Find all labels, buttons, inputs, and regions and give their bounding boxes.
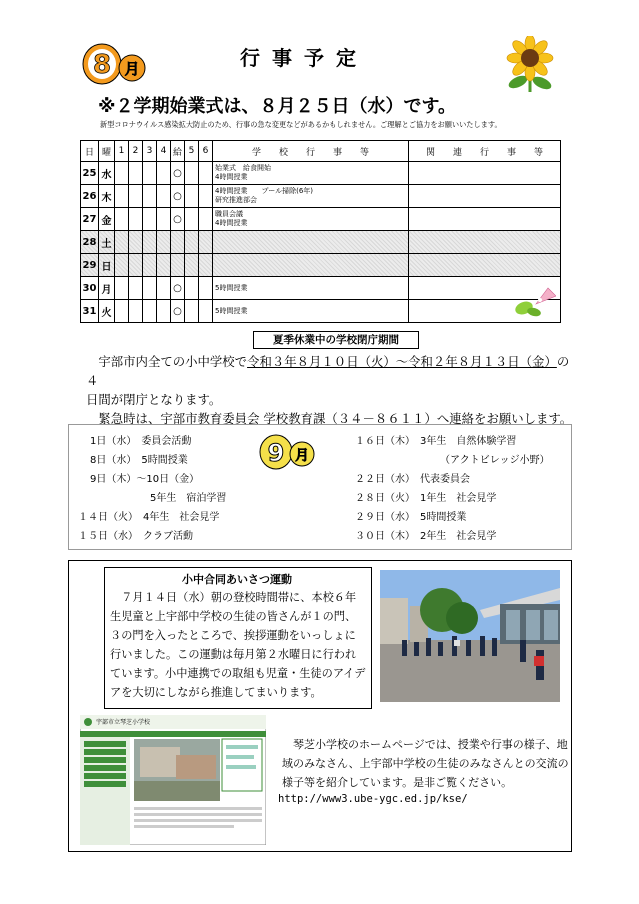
schedule-lunch: ○ (171, 277, 185, 300)
schedule-period (199, 300, 213, 323)
schedule-period (199, 185, 213, 208)
morning-glory-icon (512, 284, 556, 318)
schedule-school-events (213, 231, 409, 254)
schedule-related-events (409, 231, 561, 254)
schedule-period (157, 277, 171, 300)
schedule-school-events (213, 185, 409, 208)
september-event: 8日（水） 5時間授業 (90, 455, 188, 466)
schedule-related-events (409, 208, 561, 231)
school-website-screenshot (80, 715, 266, 845)
september-event: ２８日（火） 1年生 社会見学 (355, 493, 497, 504)
schedule-school-events (213, 300, 409, 323)
schedule-period (157, 185, 171, 208)
september-event: ３０日（木） 2年生 社会見学 (355, 531, 497, 542)
schedule-row (81, 300, 561, 323)
schedule-school-events (213, 277, 409, 300)
schedule-table (80, 140, 560, 324)
schedule-event: 研究推進部会 (215, 196, 257, 204)
schedule-period (185, 254, 199, 277)
schedule-event: 5時間授業 (215, 283, 248, 292)
september-event: ２９日（水） 5時間授業 (355, 512, 467, 523)
schedule-row (81, 231, 561, 254)
schedule-weekday: 火 (99, 300, 115, 323)
schedule-period (115, 277, 129, 300)
schedule-column-header: 学 校 行 事 等 (213, 141, 409, 162)
schedule-column-header: 4 (157, 141, 171, 162)
page-title: 行事予定 (240, 46, 368, 70)
schedule-lunch (171, 254, 185, 277)
schedule-period (115, 300, 129, 323)
svg-text:月: 月 (295, 448, 309, 464)
schedule-lunch: ○ (171, 300, 185, 323)
schedule-column-header: 3 (143, 141, 157, 162)
schedule-column-header: 関 連 行 事 等 (409, 141, 561, 162)
covid-note: 新型コロナウイルス感染拡大防止のため、行事の急な変更などがあるかもしれません。ご理解とご協力をお願いいたします。 (100, 120, 502, 129)
schedule-period (199, 162, 213, 185)
schedule-period (185, 185, 199, 208)
schedule-related-events (409, 185, 561, 208)
schedule-period (129, 185, 143, 208)
closure-body: 宇部市内全ての小中学校で令和３年８月１０日（火）～令和２年８月１３日（金）の４ 日間が閉庁となります。 緊急時は、宇部市教育委員会 学校教育課（３４－８６１１）へ連絡をお願いします。 (86, 354, 573, 426)
schedule-column-header: 5 (185, 141, 199, 162)
schedule-column-header: 日 (81, 141, 99, 162)
schedule-period (199, 208, 213, 231)
schedule-period (115, 208, 129, 231)
schedule-period (129, 300, 143, 323)
svg-text:月: 月 (124, 60, 140, 78)
schedule-event: 4時間授業 (215, 173, 248, 181)
schedule-related-events (409, 254, 561, 277)
schedule-weekday: 土 (99, 231, 115, 254)
schedule-day: 28 (81, 231, 99, 254)
schedule-period (199, 254, 213, 277)
svg-text:8: 8 (92, 50, 112, 80)
schedule-lunch: ○ (171, 185, 185, 208)
september-event: （アクトビレッジ小野） (440, 455, 550, 466)
schedule-lunch: ○ (171, 162, 185, 185)
schedule-lunch (171, 231, 185, 254)
schedule-period (185, 300, 199, 323)
schedule-event: 4時間授業 (215, 219, 248, 227)
schedule-weekday: 木 (99, 185, 115, 208)
term-start-notice: ※２学期始業式は、８月２５日（水）です。 (98, 96, 457, 117)
schedule-period (129, 208, 143, 231)
schedule-weekday: 日 (99, 254, 115, 277)
schedule-day: 29 (81, 254, 99, 277)
schedule-period (143, 254, 157, 277)
homepage-url[interactable]: http://www3.ube-ygc.ed.jp/kse/ (278, 793, 468, 805)
schedule-row (81, 254, 561, 277)
schedule-related-events (409, 162, 561, 185)
schedule-period (143, 162, 157, 185)
schedule-period (143, 300, 157, 323)
schedule-column-header: 給 (171, 141, 185, 162)
schedule-school-events (213, 162, 409, 185)
schedule-period (157, 162, 171, 185)
schedule-period (185, 162, 199, 185)
website-site-name: 宇部市立琴芝小学校 (96, 719, 151, 726)
schedule-period (157, 208, 171, 231)
schedule-day: 26 (81, 185, 99, 208)
homepage-text: 琴芝小学校のホームページでは、授業や行事の様子、地域のみなさん、上宇部中学校の生徒のみなさんとの交流の様子等を紹介しています。是非ご覧ください。 (282, 738, 569, 789)
august-badge (80, 38, 150, 90)
schedule-period (115, 254, 129, 277)
schedule-period (199, 277, 213, 300)
schedule-row (81, 277, 561, 300)
schedule-day: 31 (81, 300, 99, 323)
schedule-school-events (213, 208, 409, 231)
closure-title: 夏季休業中の学校閉庁期間 (253, 331, 419, 349)
schedule-lunch: ○ (171, 208, 185, 231)
schedule-column-header: 2 (129, 141, 143, 162)
schedule-event: 職員会議 (215, 210, 243, 218)
september-event: 1日（水） 委員会活動 (90, 436, 192, 447)
schedule-row (81, 208, 561, 231)
september-event: １６日（木） 3年生 自然体験学習 (355, 436, 517, 447)
schedule-event: 5時間授業 (215, 306, 248, 315)
schedule-column-header: 曜 (99, 141, 115, 162)
greeting-title: 小中合同あいさつ運動 (182, 573, 292, 586)
svg-text:9: 9 (267, 439, 285, 467)
schedule-period (157, 300, 171, 323)
schedule-row (81, 185, 561, 208)
schedule-period (157, 254, 171, 277)
schedule-period (185, 208, 199, 231)
schedule-period (157, 231, 171, 254)
schedule-weekday: 水 (99, 162, 115, 185)
schedule-period (129, 231, 143, 254)
schedule-header-row (81, 141, 561, 162)
schedule-weekday: 月 (99, 277, 115, 300)
schedule-period (143, 208, 157, 231)
sunflower-icon (500, 36, 560, 92)
schedule-column-header: 1 (115, 141, 129, 162)
schedule-weekday: 金 (99, 208, 115, 231)
schedule-period (185, 277, 199, 300)
schedule-event: 始業式 給食開始 (215, 164, 271, 172)
schedule-period (143, 185, 157, 208)
greeting-photo (380, 570, 560, 702)
schedule-period (129, 277, 143, 300)
schedule-event: 4時間授業 プール掃除(6年) (215, 187, 314, 195)
schedule-period (115, 162, 129, 185)
september-event: ２２日（水） 代表委員会 (355, 474, 470, 485)
schedule-period (143, 277, 157, 300)
september-event: 5年生 宿泊学習 (150, 493, 227, 504)
schedule-period (199, 231, 213, 254)
schedule-school-events (213, 254, 409, 277)
schedule-column-header: 6 (199, 141, 213, 162)
schedule-row (81, 162, 561, 185)
september-event: １５日（水） クラブ活動 (78, 531, 193, 542)
greeting-text: ７月１４日（水）朝の登校時間帯に、本校６年生児童と上宇部中学校の生徒の皆さんが１の門、３の門を入ったところで、挨拶運動をいっしょに行いました。この運動は毎月第２水曜日に行われています。小中連携での取組も児童・生徒のアイデアを大切にしながら推進してまいります。 (110, 591, 366, 699)
schedule-day: 25 (81, 162, 99, 185)
schedule-period (129, 254, 143, 277)
september-badge (258, 432, 320, 472)
september-event: 9日（木）～10日（金） (90, 474, 200, 485)
september-event: １４日（火） 4年生 社会見学 (78, 512, 220, 523)
schedule-day: 27 (81, 208, 99, 231)
schedule-period (115, 185, 129, 208)
schedule-day: 30 (81, 277, 99, 300)
schedule-period (143, 231, 157, 254)
schedule-period (185, 231, 199, 254)
schedule-period (115, 231, 129, 254)
schedule-period (129, 162, 143, 185)
